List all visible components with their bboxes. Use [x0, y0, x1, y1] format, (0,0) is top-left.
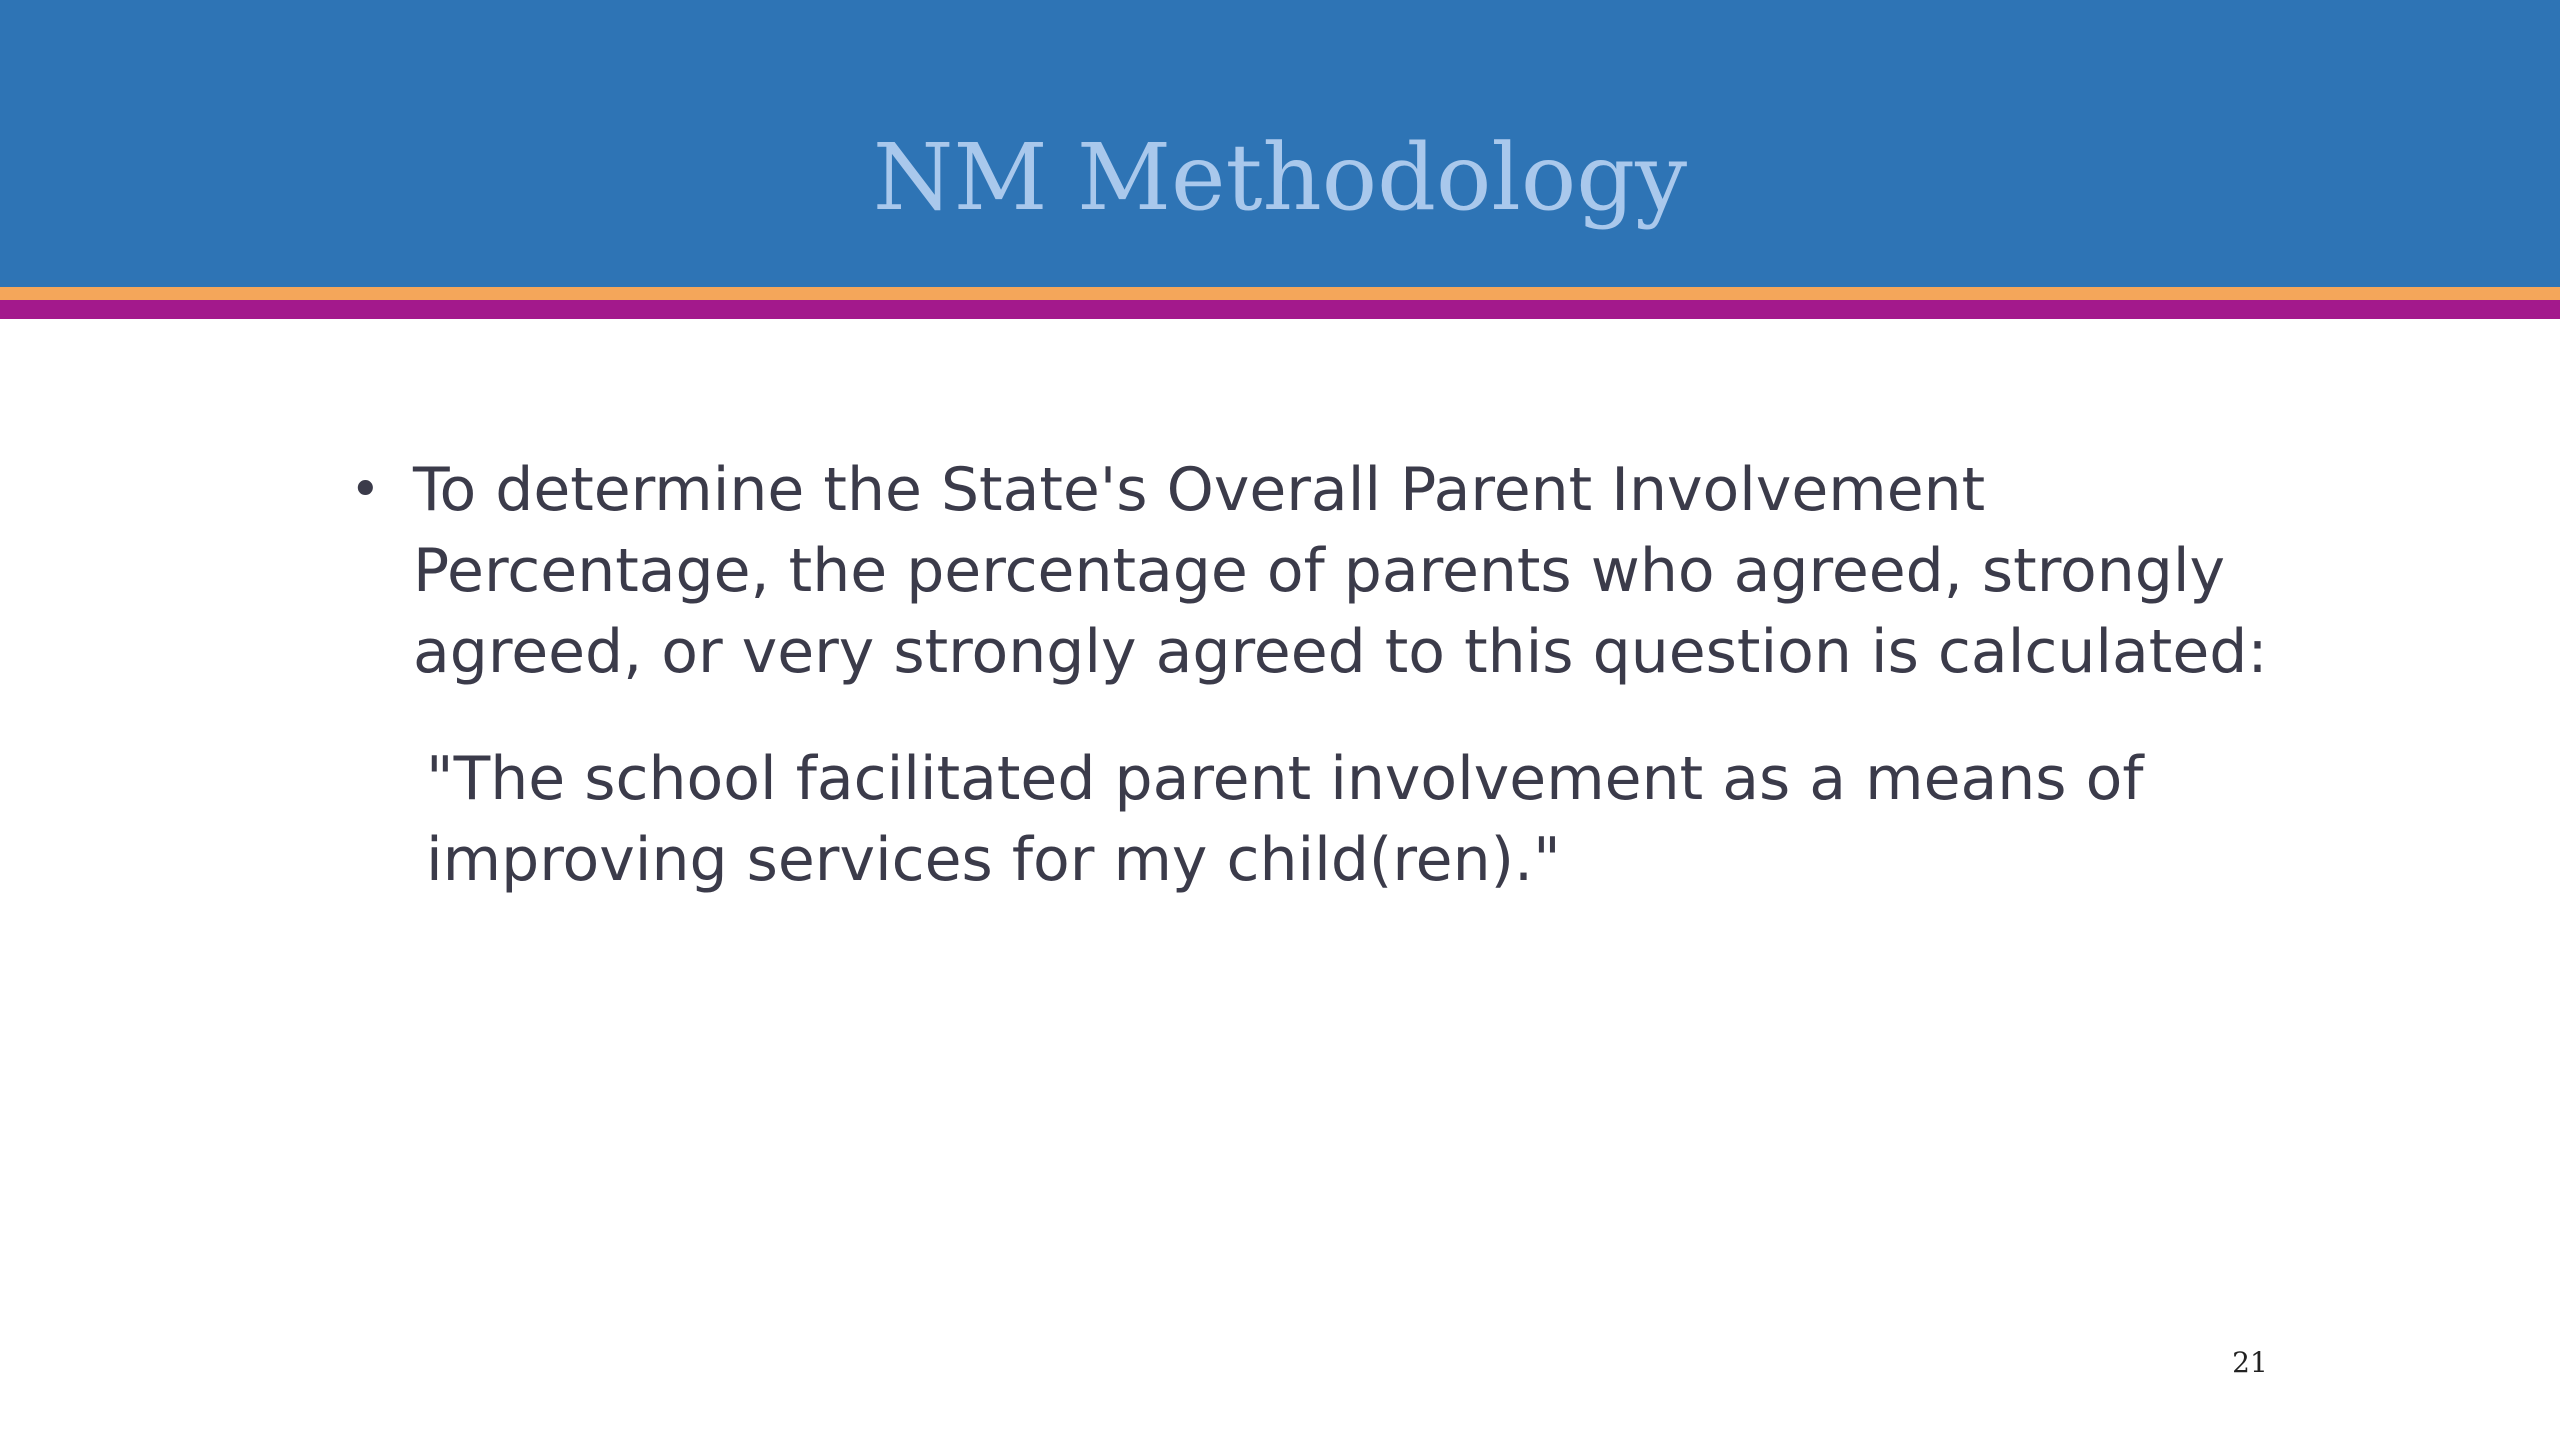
bullet-item	[350, 450, 2300, 693]
title-band	[0, 0, 2560, 287]
purple-divider-stripe	[0, 300, 2560, 319]
slide-title: NM Methodology	[872, 124, 1688, 231]
bullet-text: To determine the State's Overall Parent Involvement Percentage, the percentage of parents who agreed, strongly agreed, or very strongly agreed to this question is calculated:	[413, 455, 2268, 687]
page-number: 21	[2232, 1346, 2268, 1379]
bullet-dot-icon: •	[350, 460, 381, 520]
slide-content	[350, 450, 2300, 901]
survey-question-quote: "The school facilitated parent involvement as a means of improving services for my child(ren)."	[426, 744, 2144, 895]
orange-divider-stripe	[0, 287, 2560, 300]
